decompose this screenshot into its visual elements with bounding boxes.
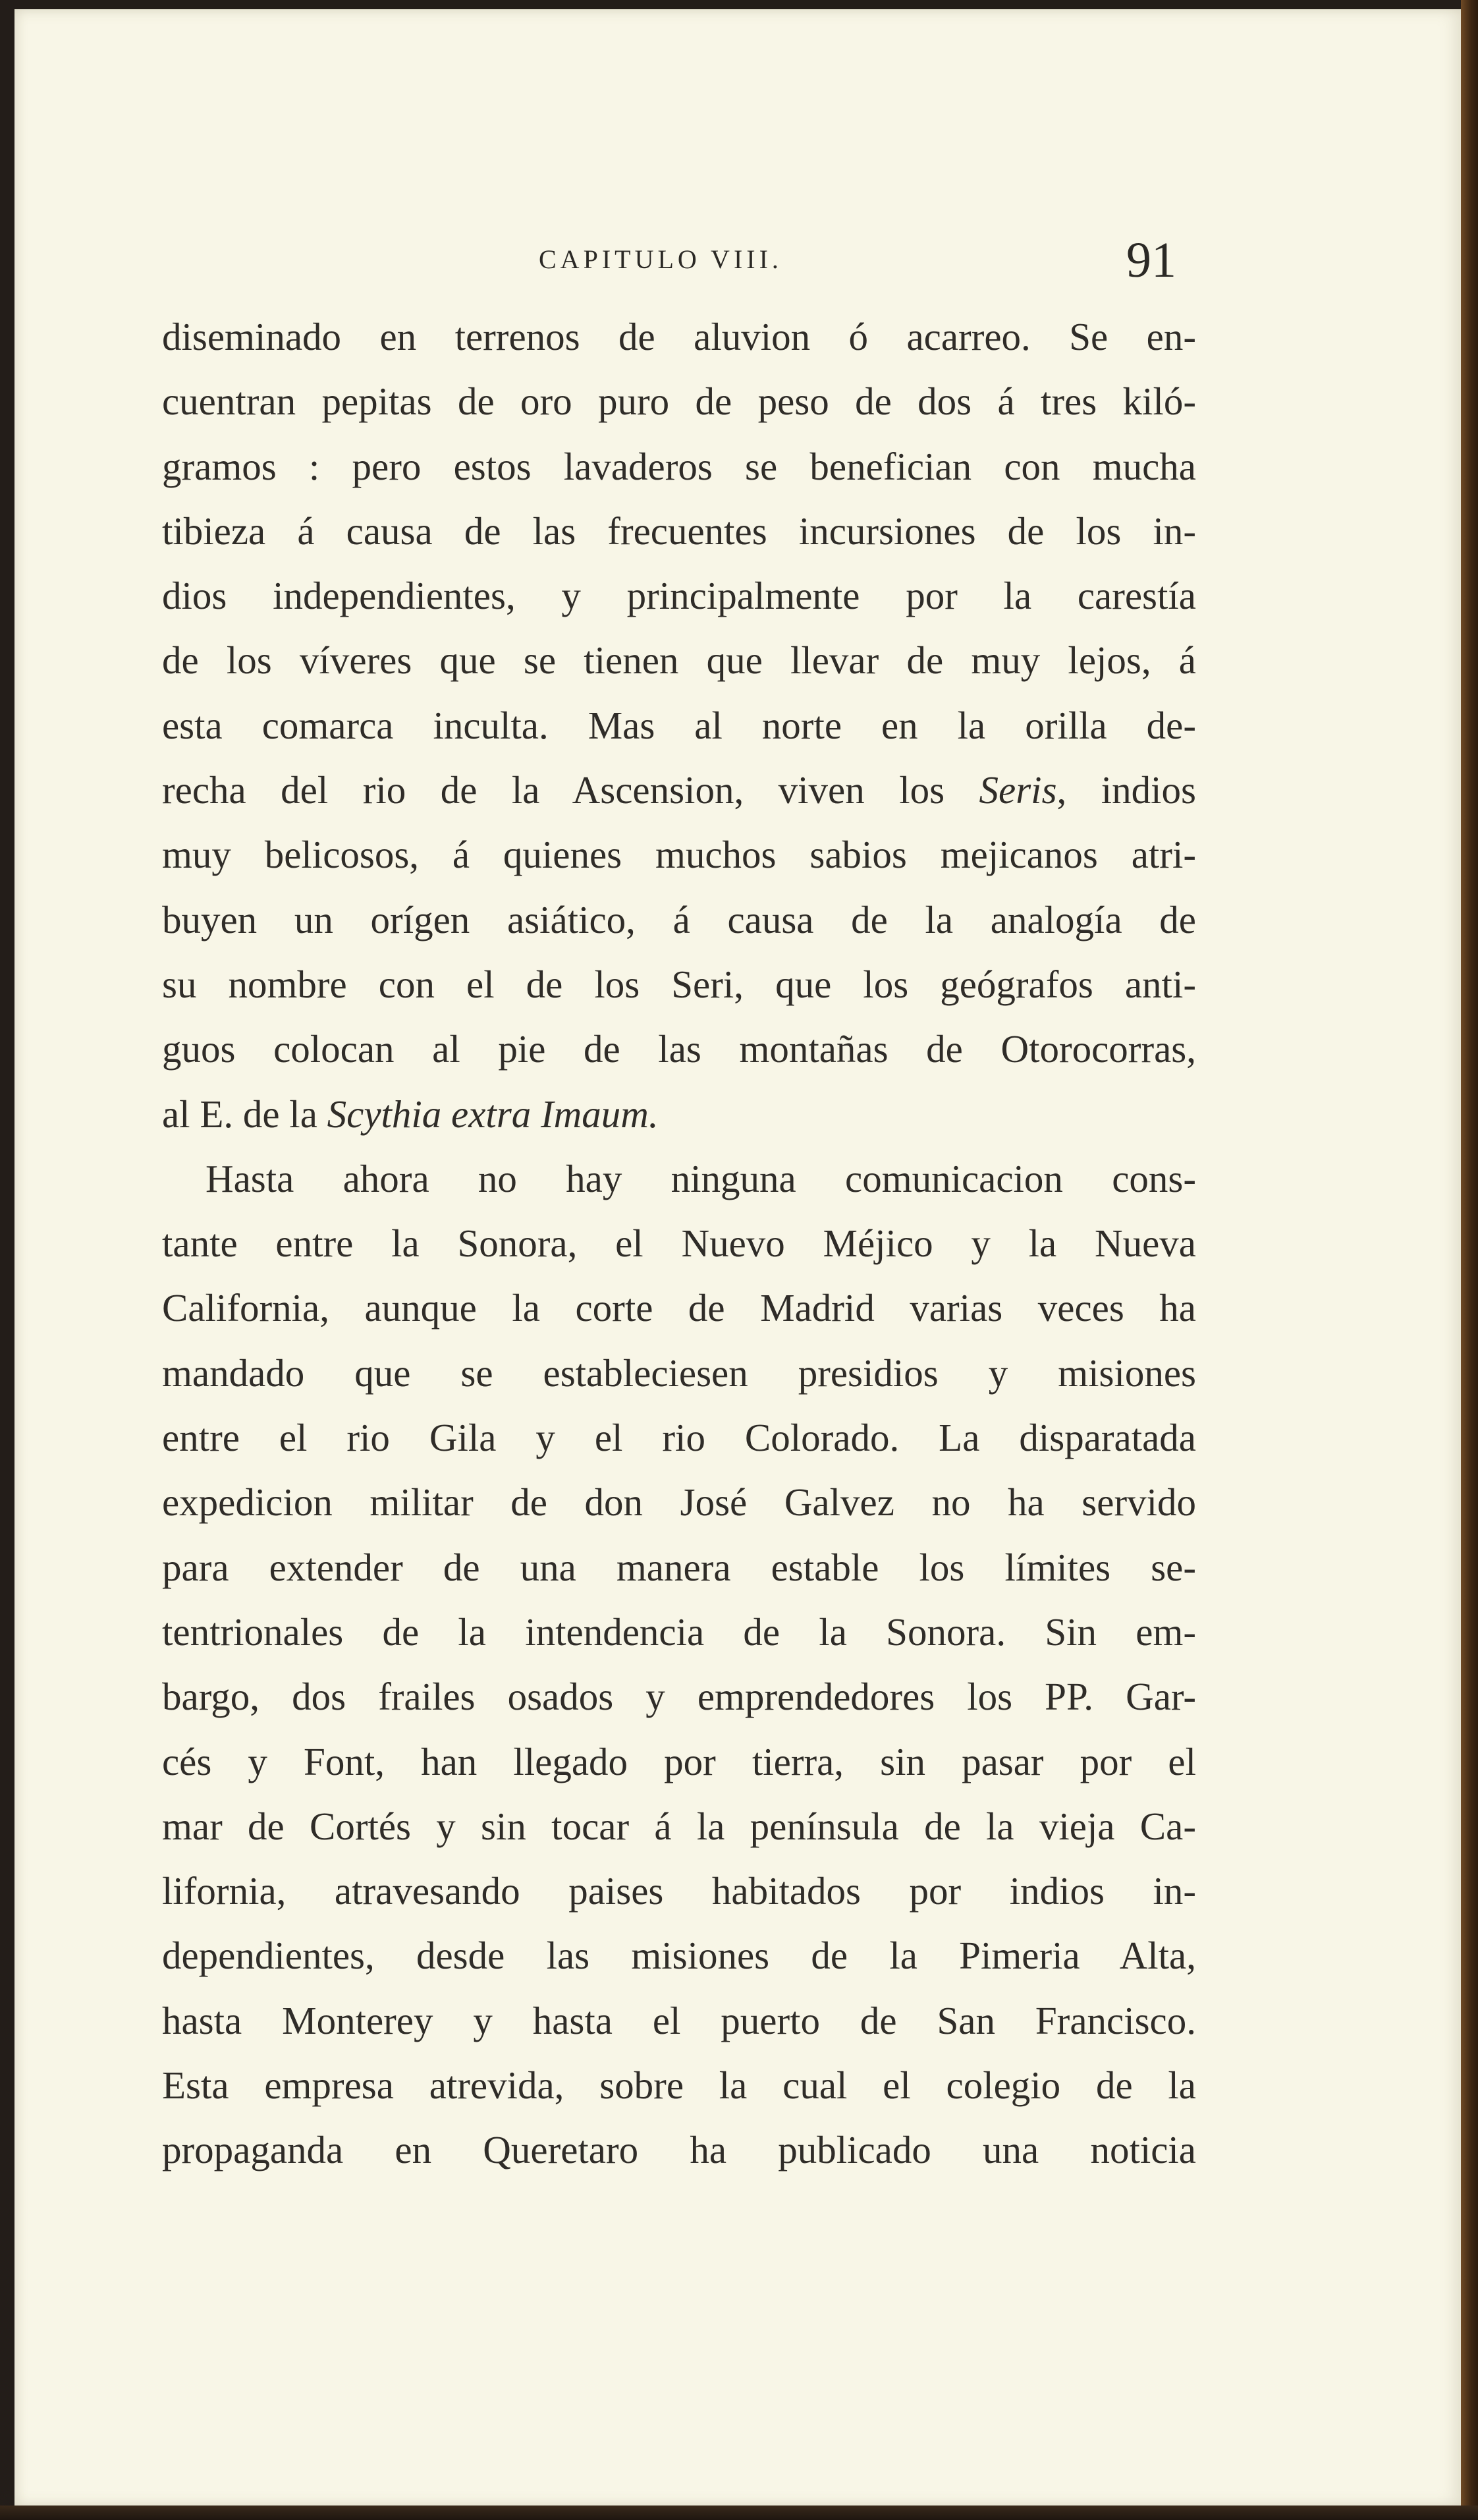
text-line: tibieza á causa de las frecuentes incursiones de los in- (162, 509, 1196, 553)
text-line: California, aunque la corte de Madrid varias veces ha (162, 1286, 1196, 1330)
text-line: Esta empresa atrevida, sobre la cual el colegio de la (162, 2063, 1196, 2108)
running-head: CAPITULO VIII. (539, 244, 782, 274)
text-line: muy belicosos, á quienes muchos sabios mejicanos atri- (162, 833, 1196, 877)
text-line: lifornia, atravesando paises habitados por indios in- (162, 1869, 1196, 1913)
book-binding-edge (1461, 0, 1478, 2520)
text-line: gramos : pero estos lavaderos se benefician con mucha (162, 444, 1196, 488)
page-header (158, 233, 1212, 298)
text-line: para extender de una manera estable los límites se- (162, 1545, 1196, 1589)
text-line: diseminado en terrenos de aluvion ó acarreo. Se en- (162, 315, 1196, 358)
text-line: su nombre con el de los Seri, que los geógrafos anti- (162, 962, 1196, 1006)
text-line: entre el rio Gila y el rio Colorado. La disparatada (162, 1416, 1196, 1460)
book-bottom-edge (0, 2506, 1478, 2520)
italic-term-scythia: Scythia extra Imaum. (327, 1092, 659, 1136)
italic-term-seris: Seris (979, 768, 1057, 812)
text-line: cés y Font, han llegado por tierra, sin pasar por el (162, 1739, 1196, 1783)
text-run: al E. de la (162, 1092, 327, 1136)
text-line: guos colocan al pie de las montañas de Otorocorras, (162, 1027, 1196, 1071)
text-line: expedicion militar de don José Galvez no ha servido (162, 1480, 1196, 1525)
text-line: dios independientes, y principalmente por la carestía (162, 574, 1196, 618)
text-line (162, 758, 1196, 822)
text-run: recha del rio de la Ascension, viven los (162, 768, 979, 812)
text-line: esta comarca inculta. Mas al norte en la orilla de- (162, 703, 1196, 747)
body-text (162, 304, 1196, 2183)
text-line: tante entre la Sonora, el Nuevo Méjico y la Nueva (162, 1221, 1196, 1266)
text-line: tentrionales de la intendencia de la Sonora. Sin em- (162, 1610, 1196, 1654)
text-line: cuentran pepitas de oro puro de peso de dos á tres kiló- (162, 379, 1196, 424)
text-line: buyen un orígen asiático, á causa de la analogía de (162, 897, 1196, 941)
text-run: , indios (1056, 768, 1196, 812)
text-line: mar de Cortés y sin tocar á la península de la vieja Ca- (162, 1804, 1196, 1848)
text-line: Hasta ahora no hay ninguna comunicacion cons- (205, 1156, 1196, 1200)
text-line: bargo, dos frailes osados y emprendedores los PP. Gar- (162, 1675, 1196, 1719)
text-line: hasta Monterey y hasta el puerto de San Francisco. (162, 1998, 1196, 2042)
text-line: dependientes, desde las misiones de la Pimeria Alta, (162, 1934, 1196, 1978)
text-line: propaganda en Queretaro ha publicado una noticia (162, 2128, 1196, 2172)
text-line: de los víveres que se tienen que llevar de muy lejos, á (162, 638, 1196, 683)
page-number: 91 (1126, 233, 1176, 288)
text-line (162, 1082, 1196, 1146)
text-line: mandado que se estableciesen presidios y misiones (162, 1351, 1196, 1395)
